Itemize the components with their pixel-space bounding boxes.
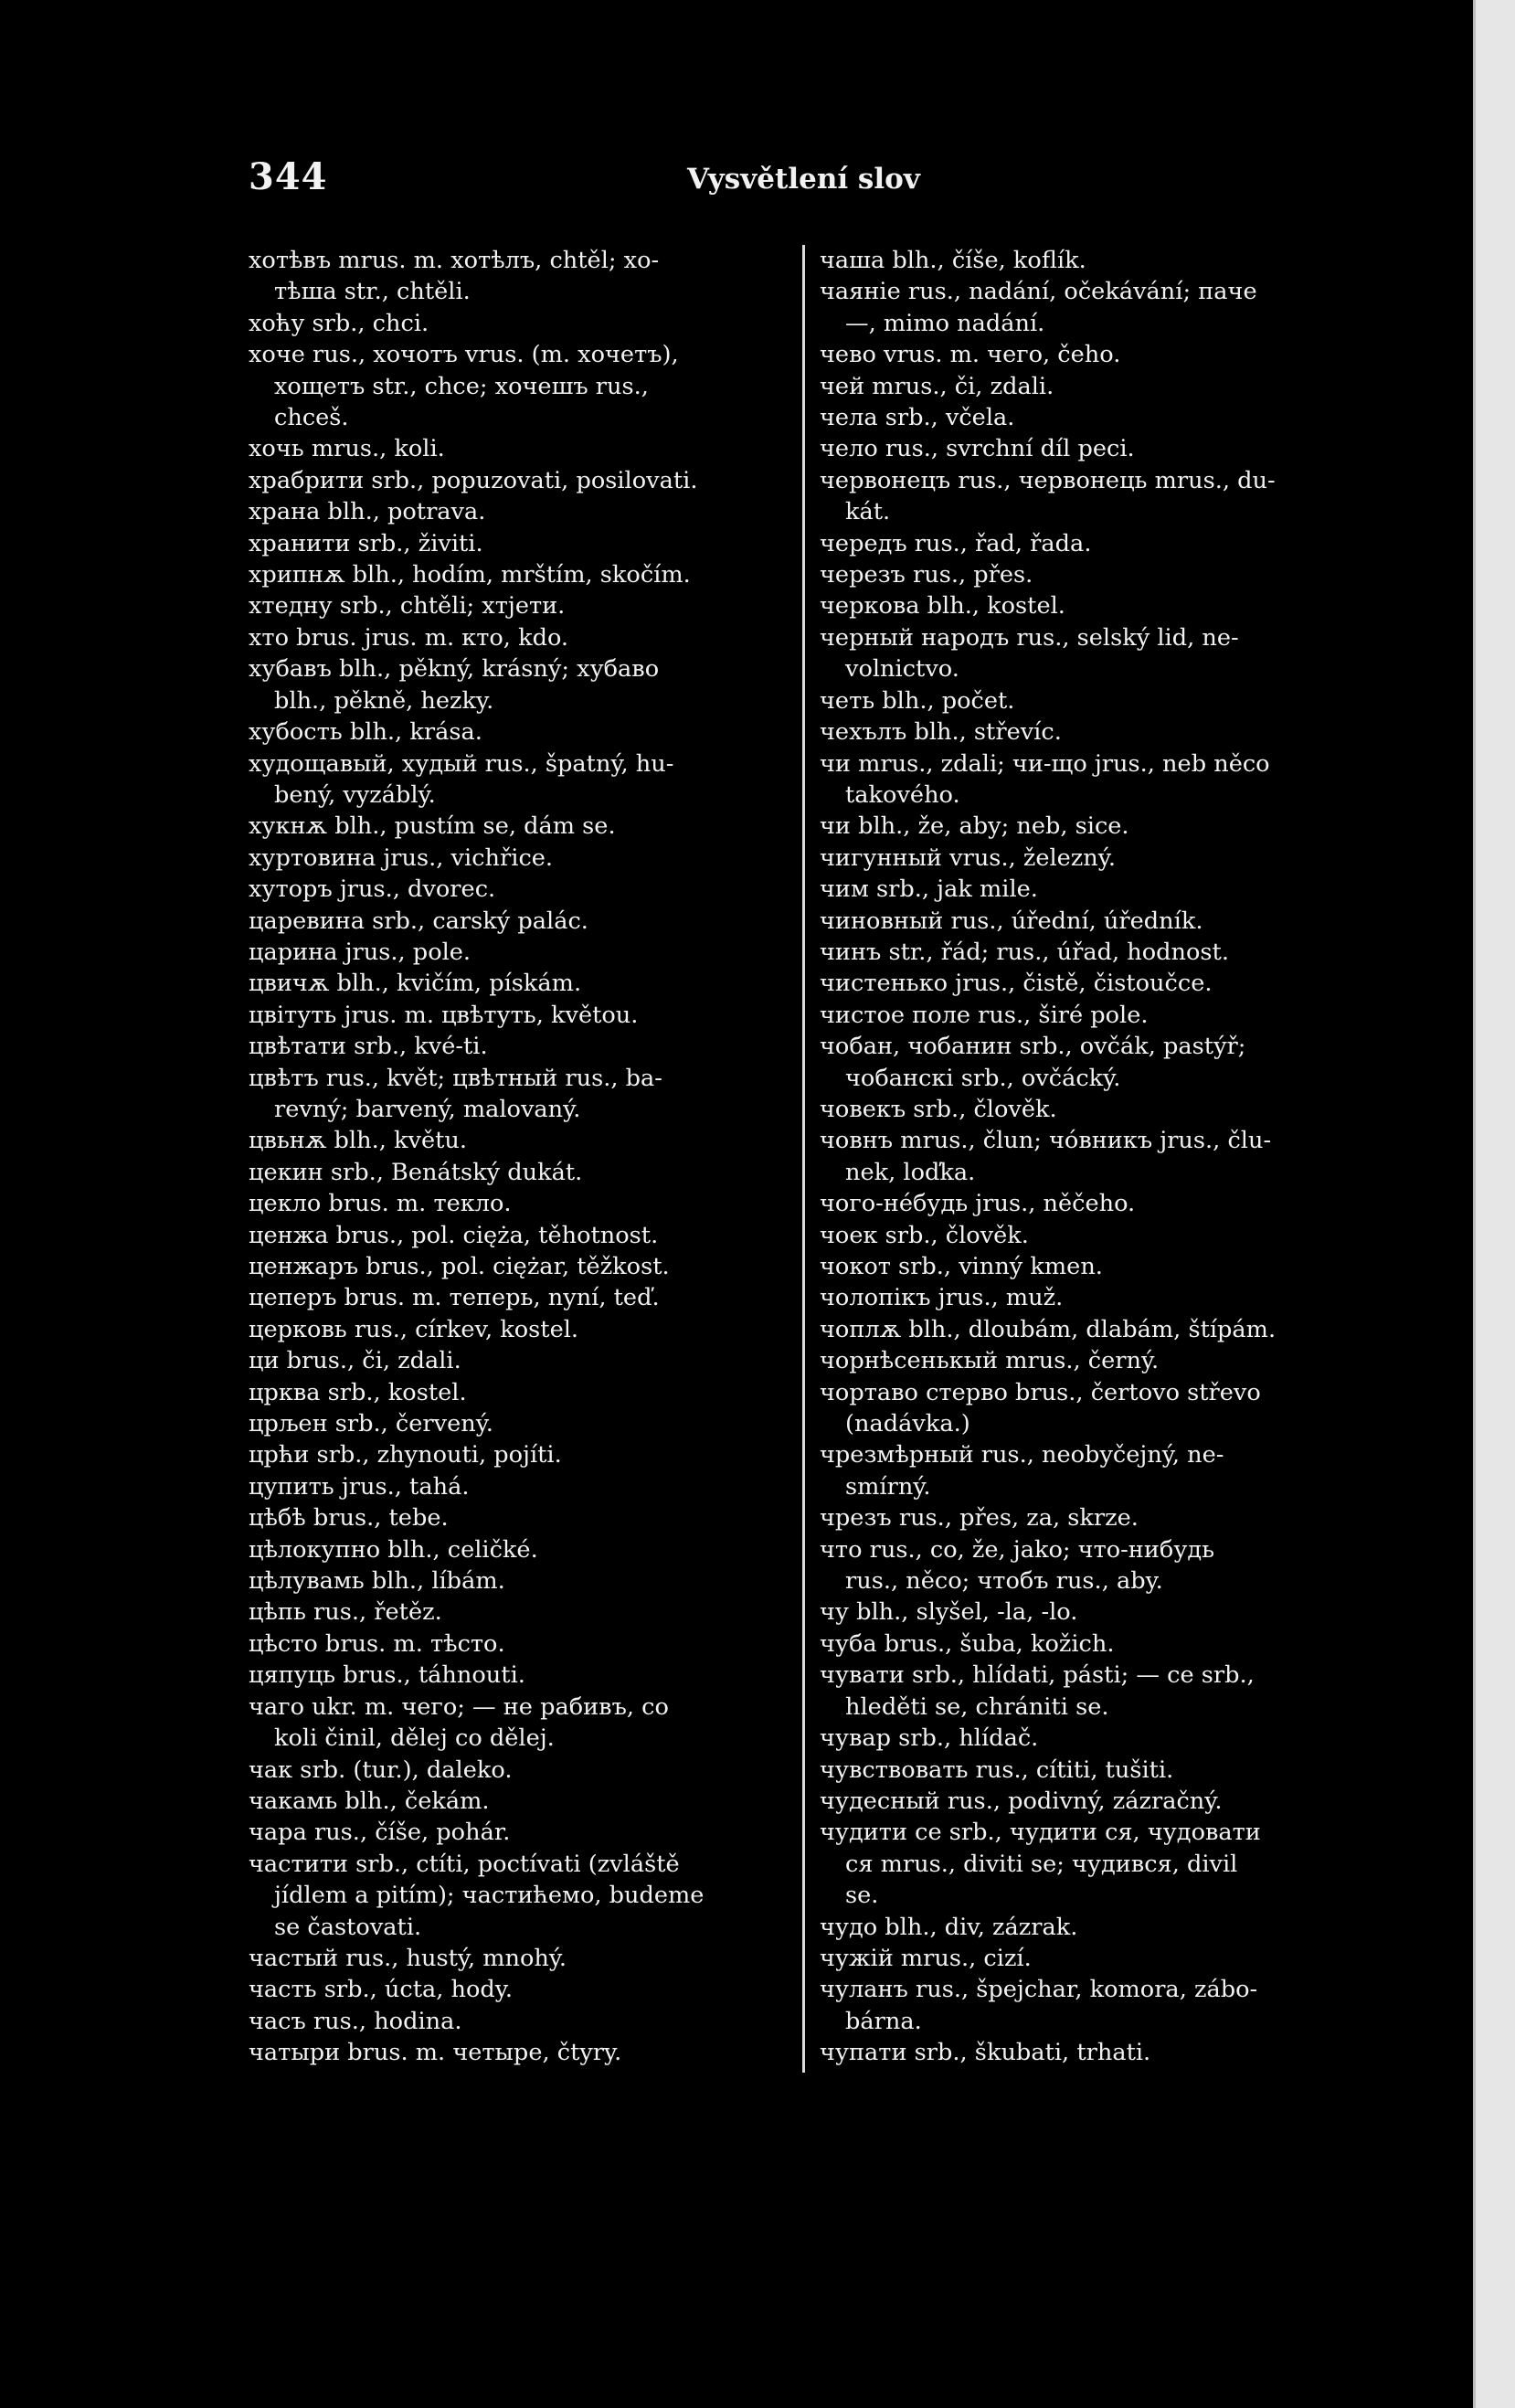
dictionary-entry: хотѣвъ mrus. m. хотѣлъ, chtěl; хо- тѣша str., chtěli. bbox=[249, 247, 660, 306]
dictionary-entry: цеперъ brus. m. теперь, nyní, teď. bbox=[249, 1284, 660, 1312]
dictionary-entry: чела srb., včela. bbox=[820, 404, 1015, 432]
dictionary-entry: цекин srb., Benátský dukát. bbox=[249, 1158, 583, 1186]
dictionary-entry: чу blh., slyšel, -la, -lo. bbox=[820, 1598, 1078, 1627]
dictionary-entry: часъ rus., hodina. bbox=[249, 2007, 462, 2035]
dictionary-entry: чуба brus., šuba, kožich. bbox=[820, 1629, 1115, 1658]
dictionary-entry: чинъ str., řád; rus., úřad, hodnost. bbox=[820, 938, 1229, 966]
dictionary-entry: цѣлувамь blh., líbám. bbox=[249, 1567, 505, 1596]
dictionary-entry: хочь mrus., koli. bbox=[249, 435, 445, 463]
dictionary-entry: чудо blh., div, zázrak. bbox=[820, 1913, 1078, 1941]
dictionary-entry: хоћу srb., chci. bbox=[249, 309, 429, 337]
dictionary-entry: ценжаръ brus., pol. ciężar, těžkost. bbox=[249, 1253, 670, 1280]
dictionary-entry: чоек srb., člověk. bbox=[820, 1221, 1029, 1249]
dictionary-entry: чаша blh., číše, koflík. bbox=[820, 247, 1086, 274]
dictionary-entry: цвьнѫ blh., květu. bbox=[249, 1127, 468, 1155]
dictionary-entry: чудесный rus., podivný, zázračný. bbox=[820, 1787, 1223, 1815]
dictionary-entry: чим srb., jak mile. bbox=[820, 875, 1038, 904]
dictionary-entry: чистенько jrus., čistě, čistoučce. bbox=[820, 970, 1213, 998]
dictionary-entry: чи mrus., zdali; чи-що jrus., neb něco takového. bbox=[820, 749, 1270, 809]
dictionary-entry: хоче rus., хочотъ vrus. (m. хочетъ), хощетъ str., chce; хочешъ rus., chceš. bbox=[249, 341, 679, 432]
running-title: Vysvětlení slov bbox=[687, 163, 920, 196]
dictionary-entry: часть srb., úcta, hody. bbox=[249, 1976, 514, 2004]
dictionary-entry: царевина srb., carský palác. bbox=[249, 907, 588, 935]
dictionary-entry: чувствовать rus., cítiti, tušiti. bbox=[820, 1756, 1174, 1784]
dictionary-entry: хто brus. jrus. m. кто, kdo. bbox=[249, 623, 569, 652]
dictionary-entry: чей mrus., či, zdali. bbox=[820, 372, 1054, 400]
dictionary-entry: худощавый, худый rus., špatný, hu- bený, vyzáblý. bbox=[249, 749, 674, 809]
dictionary-entry: цѣбѣ brus., tebe. bbox=[249, 1504, 449, 1533]
dictionary-entry: чрезмѣрный rus., neobyčejný, ne- smírný. bbox=[820, 1441, 1224, 1501]
dictionary-entry: хуторъ jrus., dvorec. bbox=[249, 875, 496, 904]
dictionary-entry: чи blh., že, aby; neb, sice. bbox=[820, 812, 1129, 841]
dictionary-entry: хтедну srb., chtěli; хтјети. bbox=[249, 592, 566, 621]
dictionary-entry: чобан, чобанин srb., ovčák, pastýř; чобанскі srb., ovčácký. bbox=[820, 1033, 1246, 1092]
dictionary-entry: човекъ srb., člověk. bbox=[820, 1095, 1057, 1123]
dictionary-entry: чаго ukr. m. чего; — не рабивъ, со koli činil, dělej co dělej. bbox=[249, 1692, 669, 1753]
dictionary-entry: что rus., co, že, jako; что-нибудь rus., něco; чтобъ rus., aby. bbox=[820, 1535, 1215, 1596]
dictionary-entry: цвичѫ blh., kvičím, pískám. bbox=[249, 970, 582, 998]
dictionary-entry: чоплѫ blh., dloubám, dlabám, štípám. bbox=[820, 1315, 1277, 1343]
dictionary-entry: чигунный vrus., železný. bbox=[820, 843, 1116, 872]
dictionary-entry: хубавъ blh., pěkný, krásný; хубаво blh., pěkně, hezky. bbox=[249, 655, 660, 715]
dictionary-entry: чорнѣсенькый mrus., černý. bbox=[820, 1347, 1160, 1375]
dictionary-entry: червонецъ rus., червонець mrus., du- kát. bbox=[820, 466, 1276, 526]
dictionary-entry: хуртовина jrus., vichřice. bbox=[249, 843, 554, 872]
dictionary-entry: ци brus., či, zdali. bbox=[249, 1347, 461, 1375]
column-divider bbox=[802, 245, 805, 2073]
page-header bbox=[249, 155, 1363, 207]
dictionary-entry: цвітуть jrus. m. цвѣтуть, květou. bbox=[249, 1001, 639, 1029]
dictionary-entry: черный народъ rus., selský lid, ne- volnictvo. bbox=[820, 623, 1239, 684]
dictionary-entry: цѣлокупно blh., celičké. bbox=[249, 1535, 538, 1564]
dictionary-entry: чиновный rus., úřední, úředník. bbox=[820, 907, 1203, 935]
dictionary-entry: чаяніе rus., nadání, očekávání; паче —, mimo nadání. bbox=[820, 278, 1257, 337]
dictionary-entry: цяпуць brus., táhnouti. bbox=[249, 1661, 525, 1690]
dictionary-entry: хранити srb., živiti. bbox=[249, 529, 483, 557]
dictionary-entry: цупить jrus., tahá. bbox=[249, 1472, 470, 1501]
dictionary-entry: чехълъ blh., střevíc. bbox=[820, 718, 1062, 747]
dictionary-entry: храна blh., potrava. bbox=[249, 498, 486, 526]
dictionary-entry: частити srb., ctíti, poctívati (zvláště jídlem a pitím); частићемо, budeme se častovati. bbox=[249, 1850, 705, 1941]
dictionary-entry: цекло brus. m. текло. bbox=[249, 1190, 512, 1218]
dictionary-entry: ценжа brus., pol. cięża, těhotnost. bbox=[249, 1221, 659, 1249]
dictionary-entry: чупати srb., škubati, trhati. bbox=[820, 2039, 1151, 2067]
dictionary-entry: хукнѫ blh., pustím se, dám se. bbox=[249, 812, 616, 841]
dictionary-entry: хрипнѫ blh., hodím, mrštím, skočím. bbox=[249, 561, 691, 589]
dictionary-entry: чувати srb., hlídati, pásti; — се srb., hleděti se, chrániti se. bbox=[820, 1661, 1255, 1721]
dictionary-entry: чело rus., svrchní díl peci. bbox=[820, 435, 1135, 463]
dictionary-entry: чара rus., číše, pohár. bbox=[249, 1819, 511, 1847]
dictionary-entry: четь blh., počet. bbox=[820, 686, 1015, 715]
left-column bbox=[249, 245, 801, 2069]
dictionary-entry: црљен srb., červený. bbox=[249, 1410, 493, 1438]
dictionary-entry: цѣпь rus., řetěz. bbox=[249, 1598, 442, 1627]
dictionary-entry: чокот srb., vinný kmen. bbox=[820, 1253, 1103, 1280]
dictionary-entry: чак srb. (tur.), daleko. bbox=[249, 1756, 513, 1784]
dictionary-entry: човнъ mrus., člun; чóвникъ jrus., člu- nek, loďka. bbox=[820, 1127, 1272, 1186]
page-number: 344 bbox=[249, 155, 328, 198]
dictionary-entry: чатыри brus. m. четыре, čtyry. bbox=[249, 2039, 622, 2067]
dictionary-entry: чувар srb., hlídač. bbox=[820, 1724, 1039, 1753]
page-edge bbox=[1473, 0, 1515, 2408]
dictionary-entry: чистое поле rus., širé pole. bbox=[820, 1001, 1149, 1029]
dictionary-entry: храбрити srb., popuzovati, posilovati. bbox=[249, 466, 698, 494]
dictionary-entry: чужій mrus., cizí. bbox=[820, 1944, 1032, 1972]
dictionary-entry: чрезъ rus., přes, za, skrze. bbox=[820, 1504, 1139, 1533]
dictionary-entry: црћи srb., zhynouti, pojíti. bbox=[249, 1441, 562, 1469]
dictionary-entry: цвѣтъ rus., květ; цвѣтный rus., ba- revný; barvený, malovaný. bbox=[249, 1064, 662, 1123]
dictionary-entry: частый rus., hustý, mnohý. bbox=[249, 1944, 567, 1972]
dictionary-entry: царина jrus., pole. bbox=[249, 938, 471, 966]
dictionary-entry: чуланъ rus., špejchar, komora, zábo- bárna. bbox=[820, 1976, 1258, 2035]
dictionary-entry: црква srb., kostel. bbox=[249, 1378, 467, 1406]
right-column bbox=[820, 245, 1372, 2069]
dictionary-entry: хубость blh., krása. bbox=[249, 718, 482, 747]
dictionary-entry: цѣсто brus. m. тѣсто. bbox=[249, 1629, 505, 1658]
dictionary-entry: чолопікъ jrus., muž. bbox=[820, 1284, 1064, 1312]
dictionary-entry: чакамь blh., čekám. bbox=[249, 1787, 490, 1815]
dictionary-entry: черкова blh., kostel. bbox=[820, 592, 1065, 621]
dictionary-entry: чередъ rus., řad, řada. bbox=[820, 529, 1092, 557]
dictionary-entry: чортаво стерво brus., čertovo střevo (nadávka.) bbox=[820, 1378, 1261, 1438]
dictionary-entry: цвѣтати srb., kvé-ti. bbox=[249, 1033, 488, 1061]
dictionary-entry: чого-нéбудь jrus., něčeho. bbox=[820, 1190, 1136, 1218]
dictionary-entry: черезъ rus., přes. bbox=[820, 561, 1033, 589]
dictionary-entry: чудити се srb., чудити ся, чудовати ся mrus., diviti se; чудився, divil se. bbox=[820, 1819, 1261, 1910]
dictionary-entry: чево vrus. m. чего, čeho. bbox=[820, 341, 1121, 369]
dictionary-entry: церковь rus., církev, kostel. bbox=[249, 1315, 579, 1343]
